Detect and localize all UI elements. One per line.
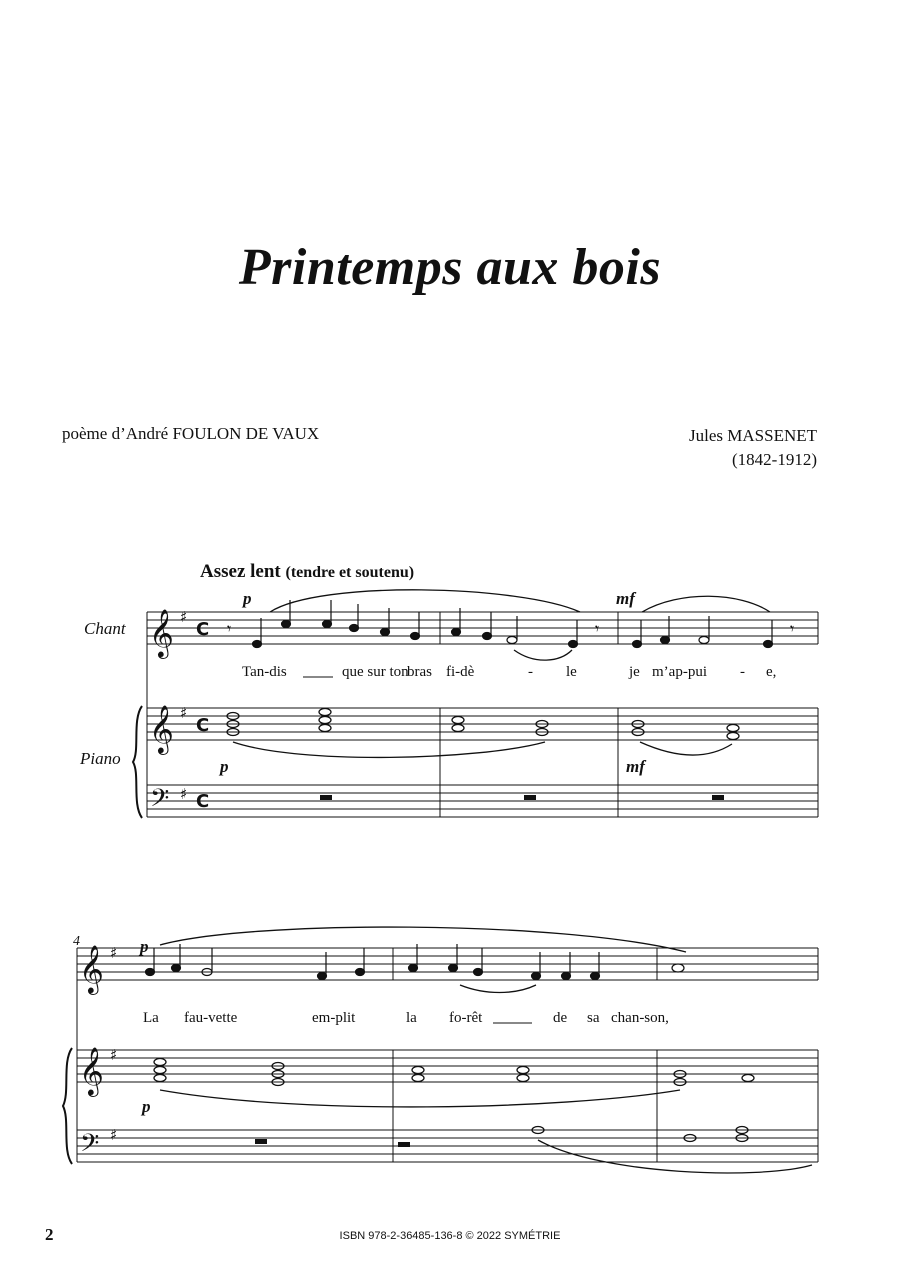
piano-bass-staff-1 (147, 785, 818, 817)
page-title: Printemps aux bois (238, 239, 662, 296)
isbn-footer: ISBN 978-2-36485-136-8 © 2022 SYMÉTRIE (339, 1230, 561, 1242)
lyric: la (406, 1010, 417, 1026)
dynamic-mf-voice-1: mf (616, 589, 635, 608)
svg-text:♯: ♯ (180, 704, 188, 722)
lyric: Tan-dis (242, 664, 287, 680)
svg-text:C: C (196, 715, 210, 736)
lyric: m’ap-pui (652, 664, 707, 680)
dynamic-p-piano-2: p (142, 1097, 151, 1116)
svg-text:C: C (196, 619, 210, 640)
svg-text:𝄞: 𝄞 (79, 1046, 104, 1095)
svg-text:𝄞: 𝄞 (149, 608, 174, 657)
svg-text:𝄞: 𝄞 (149, 704, 174, 753)
tempo-detail: (tendre et soutenu) (285, 564, 415, 581)
svg-text:𝄢: 𝄢 (150, 784, 170, 819)
svg-text:♯: ♯ (110, 944, 118, 962)
svg-text:♯: ♯ (110, 1046, 118, 1064)
dynamic-p-voice-1: p (243, 589, 252, 608)
measure-number: 4 (73, 934, 80, 949)
poet-credit: poème d’André FOULON DE VAUX (62, 424, 320, 443)
lyric: - (740, 664, 745, 680)
piano-label: Piano (80, 749, 121, 768)
voice-label: Chant (84, 619, 126, 638)
svg-text:𝄞: 𝄞 (79, 944, 104, 993)
tempo-main: Assez lent (200, 561, 281, 582)
svg-text:C: C (196, 791, 210, 812)
voice-staff-1 (147, 612, 818, 644)
lyric: je (629, 664, 640, 680)
svg-text:𝄾: 𝄾 (790, 621, 795, 638)
lyric: le (566, 664, 577, 680)
dynamic-mf-piano-1: mf (626, 757, 645, 776)
lyric: - (528, 664, 533, 680)
svg-text:𝄢: 𝄢 (80, 1129, 100, 1164)
composer-name: Jules MASSENET (689, 426, 817, 445)
lyric: fo-rêt (449, 1010, 483, 1026)
svg-text:𝄾: 𝄾 (227, 621, 232, 638)
svg-text:𝄾: 𝄾 (595, 621, 600, 638)
dynamic-p-voice-2: p (140, 937, 149, 956)
composer-dates: (1842-1912) (732, 450, 817, 469)
lyric: que sur ton (342, 664, 409, 680)
lyric: chan-son, (611, 1010, 669, 1026)
svg-text:♯: ♯ (110, 1126, 118, 1144)
svg-text:♯: ♯ (180, 785, 188, 803)
lyric: de (553, 1010, 568, 1026)
dynamic-p-piano-1: p (220, 757, 229, 776)
lyric: em-plit (312, 1010, 356, 1026)
piano-treble-staff-1 (147, 708, 818, 740)
lyric: bras (407, 664, 432, 680)
page-number: 2 (45, 1225, 54, 1244)
lyric: e, (766, 664, 777, 680)
piano-treble-staff-2 (77, 1050, 818, 1082)
svg-text:♯: ♯ (180, 608, 188, 626)
voice-staff-2 (77, 948, 818, 980)
piano-bass-staff-2 (77, 1130, 818, 1162)
lyric: fau-vette (184, 1010, 238, 1026)
lyric: La (143, 1010, 159, 1026)
lyric: fi-dè (446, 664, 475, 680)
lyric: sa (587, 1010, 600, 1026)
